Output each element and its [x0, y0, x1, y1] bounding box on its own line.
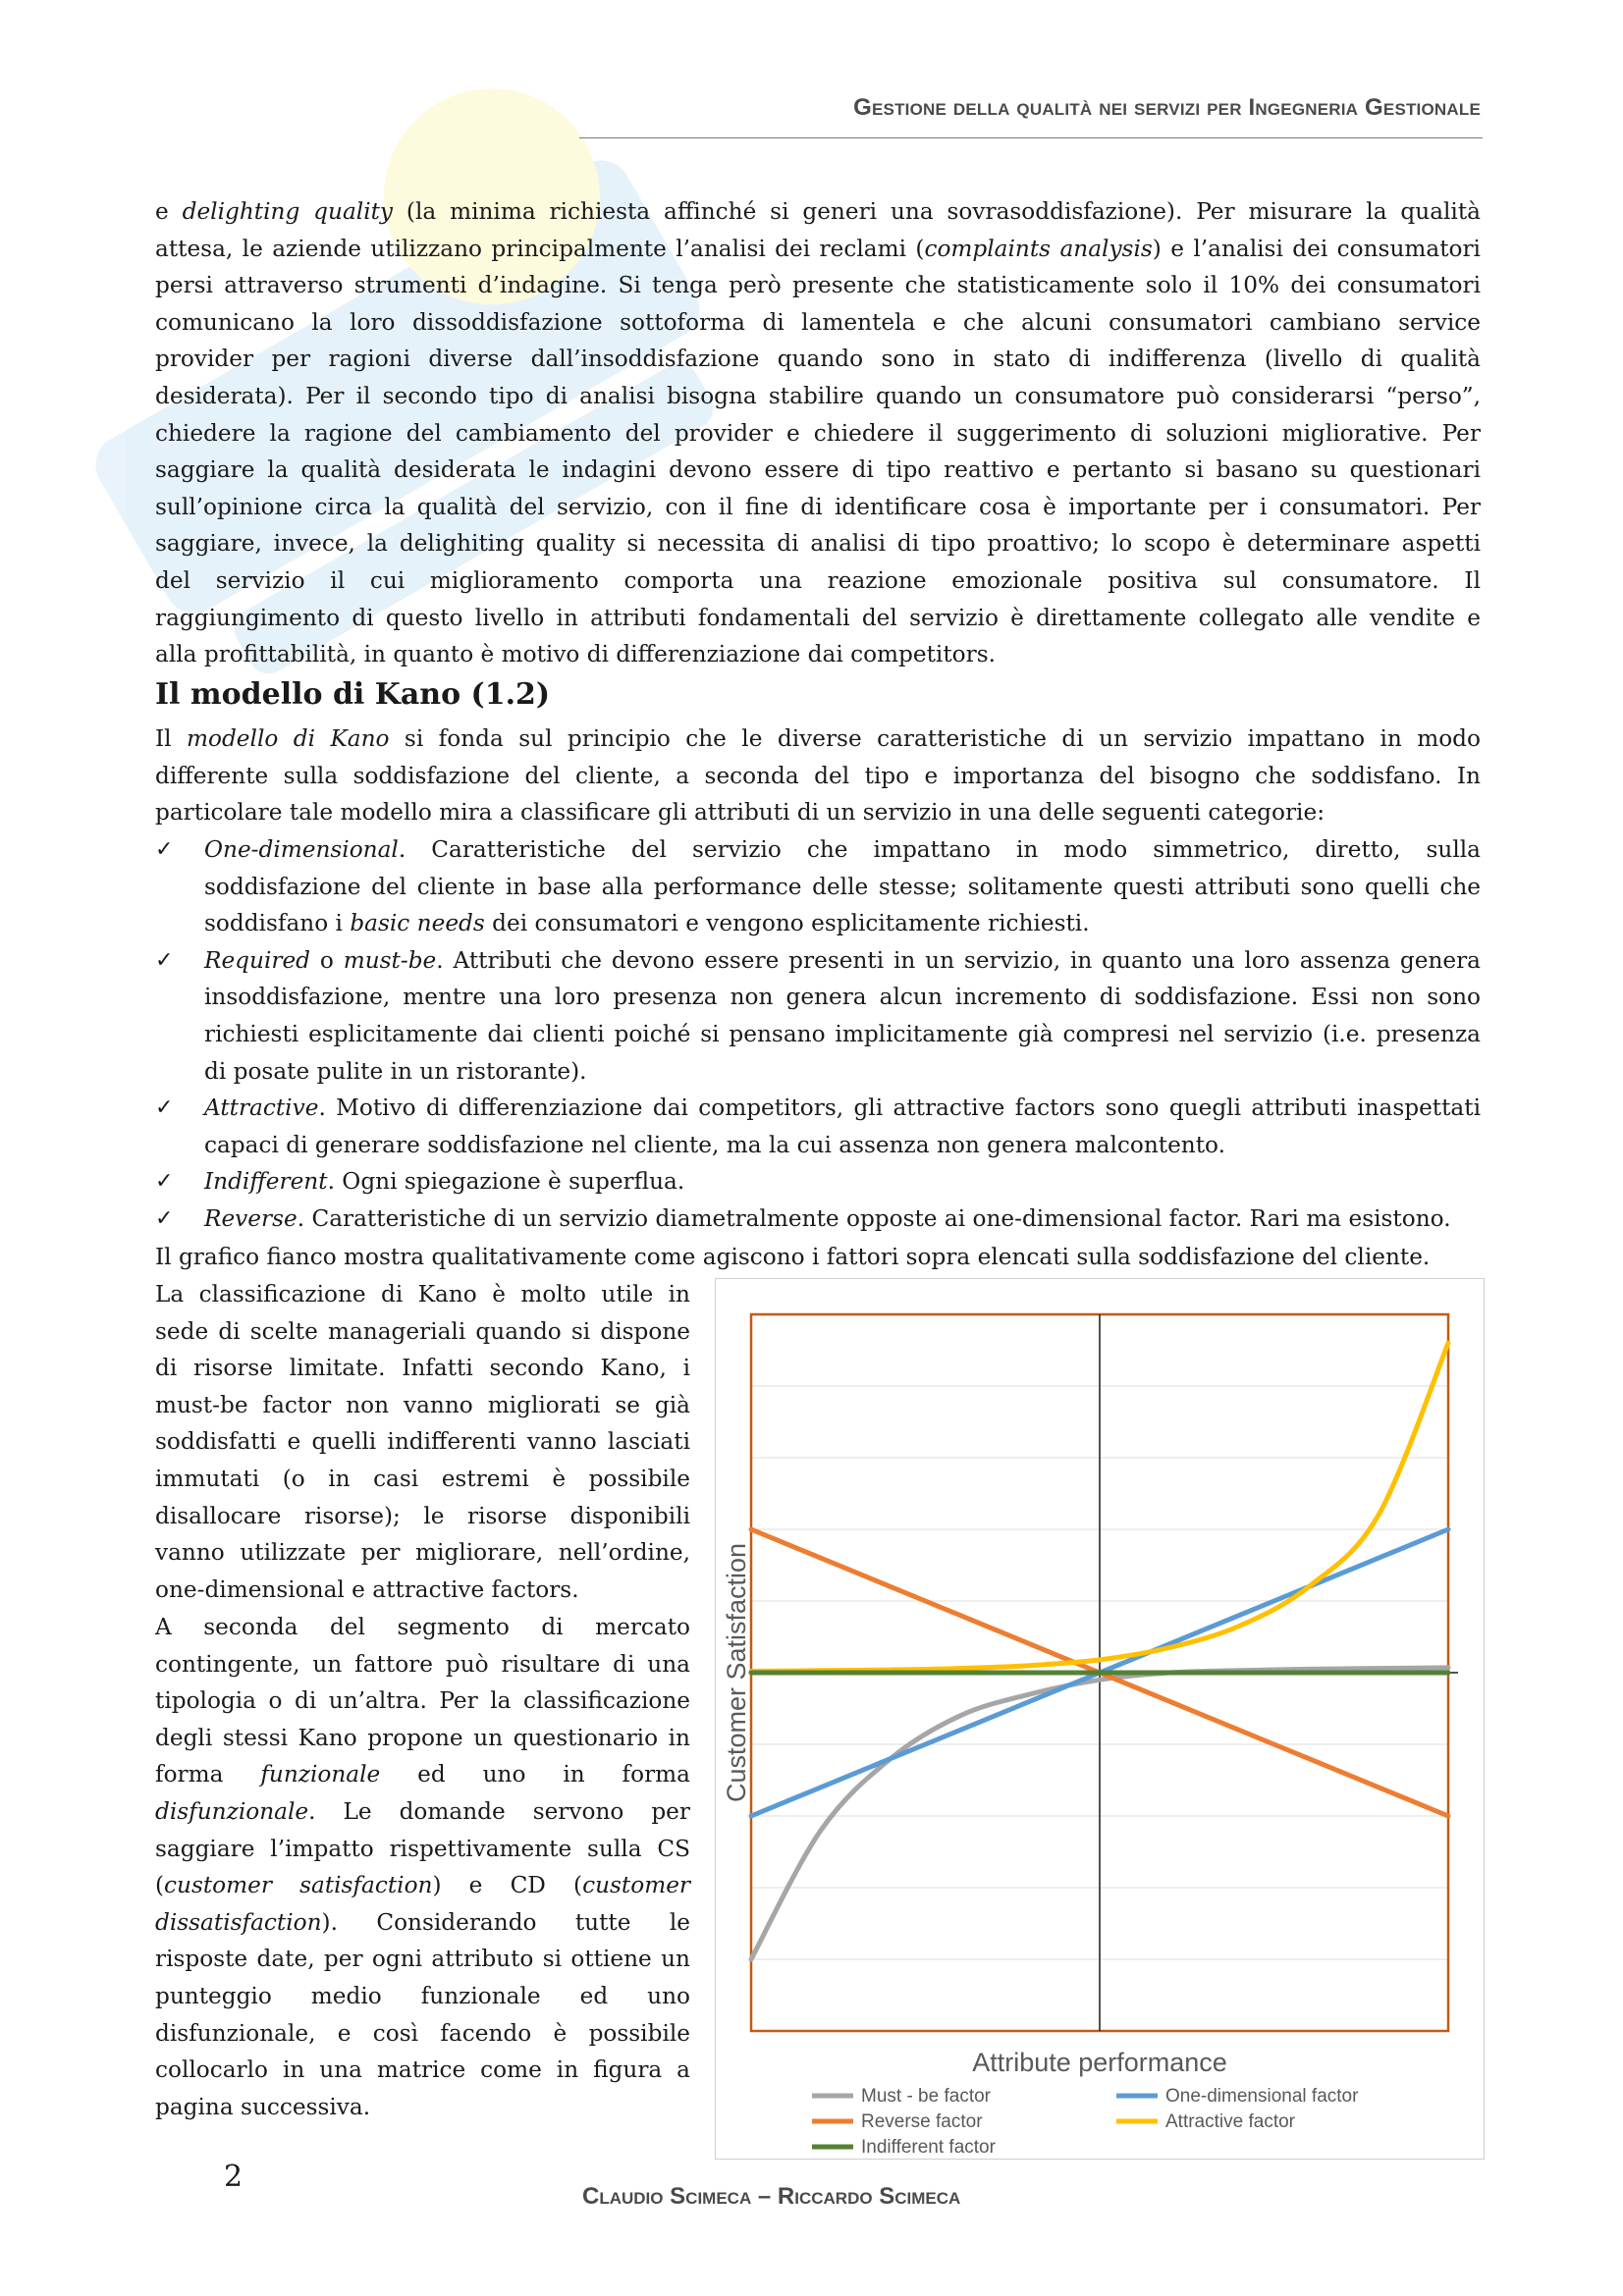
text-run: persi attraverso strumenti d’indagine. Si tenga però presente che statisticamente solo il 10% dei consumatori [155, 272, 1481, 299]
text-run: . Le domande servono per [308, 1797, 690, 1825]
text-line [155, 1793, 690, 1831]
text-run: differente sulla soddisfazione del cliente, a seconda del tipo e importanza del bisogno che soddisfano. In [155, 762, 1481, 789]
text-run: sull’opinione circa la qualità del servizio, con il fine di identificare cosa è importante per i consumatori. Per [155, 493, 1481, 520]
text-run: collocarlo in una matrice come in figura a [155, 2056, 690, 2084]
text-line [155, 2052, 690, 2089]
text-run: ed uno in forma [380, 1761, 690, 1789]
legend-label: Indifferent factor [861, 2137, 996, 2158]
list-item-reverse [155, 1201, 1481, 1238]
list-item-one-dimensional [155, 831, 1481, 942]
checkmark-icon: ✓ [155, 1205, 174, 1231]
text-line [155, 1609, 690, 1646]
text-run: chiedere la ragione del cambiamento del provider e chiedere il suggerimento di soluzioni migliorative. Per [155, 419, 1481, 447]
emphasis-text: basic needs [350, 910, 485, 937]
kano-chart [716, 1279, 1484, 2159]
text-run: ) e CD ( [432, 1872, 583, 1899]
text-line [155, 1646, 690, 1683]
checkmark-icon: ✓ [155, 1095, 174, 1121]
text-line [155, 1498, 690, 1535]
text-run: . Ogni spiegazione è superflua. [327, 1168, 685, 1196]
text-line [155, 1534, 690, 1572]
text-run: degli stessi Kano propone un questionario in [155, 1724, 690, 1751]
text-run: A seconda del segmento di mercato [155, 1614, 690, 1640]
text-line [155, 758, 1481, 795]
emphasis-text: Attractive [204, 1095, 319, 1122]
list-item-required [155, 942, 1481, 1090]
checkmark-icon: ✓ [155, 837, 174, 862]
emphasis-text: Indifferent [204, 1168, 328, 1196]
text-line [155, 636, 1481, 673]
y-axis-title: Customer Satisfaction [722, 1542, 751, 1803]
text-line [155, 2015, 690, 2053]
text-run: e [155, 198, 183, 225]
text-run: attesa, le aziende utilizzano principalmente l’analisi dei reclami ( [155, 235, 925, 262]
text-run: punteggio medio funzionale ed uno [155, 1982, 690, 2009]
text-run: immutati (o in casi estremi è possibile [155, 1465, 690, 1492]
text-run: desiderata). Per il secondo tipo di analisi bisogna stabilire quando un consumatore può considerarsi “perso”, [155, 382, 1481, 409]
text-line [155, 231, 1481, 268]
header-rule [579, 137, 1483, 138]
text-run: saggiare l’impatto rispettivamente sulla CS [155, 1835, 690, 1862]
text-line [204, 1016, 1481, 1053]
text-line [204, 1090, 1481, 1127]
text-run: comunicano la loro dissoddisfazione sottoforma di lamentela e che alcuni consumatori cambiano service [155, 308, 1481, 336]
running-header: Gestione della qualità nei servizi per Ingegneria Gestionale [853, 94, 1481, 121]
text-run: vanno utilizzate per migliorare, nell’ordine, [155, 1539, 690, 1567]
text-line [155, 1904, 690, 1942]
text-run: risposte date, per ogni attributo si ottiene un [155, 1946, 690, 1973]
text-line [155, 1572, 690, 1609]
text-line [204, 979, 1481, 1016]
text-line [155, 341, 1481, 378]
text-run: contingente, un fattore può risultare di una [155, 1650, 690, 1678]
emphasis-text: must-be [343, 946, 437, 974]
list-item-indifferent [155, 1163, 1481, 1201]
text-line [204, 1201, 1481, 1238]
section-heading-kano: Il modello di Kano (1.2) [155, 677, 551, 712]
text-run: forma [155, 1761, 261, 1789]
legend-label: Must - be factor [861, 2086, 991, 2107]
text-run: . Caratteristiche di un servizio diametralmente opposte ai one-dimensional factor. Rari ma esistono. [297, 1204, 1451, 1232]
text-run: . Caratteristiche del servizio che impattano in modo simmetrico, diretto, sulla [398, 836, 1481, 863]
text-run: alla profittabilità, in quanto è motivo di differenziazione dai competitors. [155, 641, 996, 668]
legend-label: One-dimensional factor [1165, 2086, 1359, 2107]
text-line [155, 415, 1481, 453]
text-run: sede di scelte manageriali quando si dispone [155, 1317, 690, 1345]
text-run: di risorse limitate. Infatti secondo Kano, i [155, 1355, 690, 1382]
paragraph-chart-intro [155, 1239, 1481, 1276]
text-run: capaci di generare soddisfazione nel cliente, ma la cui assenza non genera malcontento. [204, 1131, 1225, 1158]
text-run: insoddisfazione, mentre una loro presenza non genera alcun incremento di soddisfazione. Essi non sono [204, 984, 1481, 1011]
list-item-attractive [155, 1090, 1481, 1163]
text-run: ) e l’analisi dei consumatori [1152, 235, 1481, 262]
text-line [155, 1313, 690, 1351]
text-run: dei consumatori e vengono esplicitamente richiesti. [484, 910, 1090, 937]
emphasis-text: Reverse [204, 1204, 298, 1232]
emphasis-text: complaints analysis [924, 235, 1153, 262]
text-run: soddisfazione del cliente in base alla performance delle stesse; solitamente questi attributi sono quelli che [204, 873, 1481, 900]
text-line [155, 1387, 690, 1424]
bullet-text [204, 1201, 1481, 1238]
text-run: richiesti esplicitamente dai clienti poiché si pensano implicitamente già compresi nel servizio (i.e. presenza [204, 1020, 1481, 1047]
emphasis-text: modello di Kano [187, 725, 390, 752]
emphasis-text: dissatisfaction [155, 1908, 322, 1936]
text-run: del servizio il cui miglioramento comporta una reazione emozionale positiva sul consumatore. Il [155, 566, 1481, 594]
text-line [155, 1682, 690, 1720]
bullet-text [204, 942, 1481, 1090]
text-line [155, 193, 1481, 231]
text-line [204, 942, 1481, 980]
text-line [155, 721, 1481, 758]
text-run: ( [155, 1872, 165, 1899]
text-line [204, 1127, 1481, 1164]
text-line [204, 831, 1481, 869]
text-run: o [310, 946, 344, 974]
text-line [155, 489, 1481, 526]
text-line [204, 1163, 1481, 1201]
text-run: soddisfatti e quelli indifferenti vanno lasciati [155, 1428, 690, 1456]
emphasis-text: funzionale [260, 1761, 381, 1789]
paragraph-quality-measurement [155, 193, 1481, 673]
text-line [155, 378, 1481, 415]
text-run: . Motivo di differenziazione dai competitors, gli attractive factors sono quegli attributi inaspettati [318, 1095, 1481, 1122]
text-line [155, 2089, 690, 2126]
text-run: ). Considerando tutte le [321, 1908, 690, 1936]
text-run: di posate pulite in un ristorante). [204, 1057, 587, 1085]
text-run: si fonda sul principio che le diverse caratteristiche di un servizio impattano in modo [389, 725, 1481, 752]
text-run: . Attributi che devono essere presenti in un servizio, in quanto una loro assenza genera [436, 946, 1482, 974]
bullet-text [204, 1090, 1481, 1163]
text-line [155, 1941, 690, 1978]
checkmark-icon: ✓ [155, 1169, 174, 1195]
text-line [155, 1978, 690, 2015]
text-line [155, 1423, 690, 1461]
text-run: pagina successiva. [155, 2093, 371, 2120]
text-line [155, 1867, 690, 1904]
text-line [155, 1756, 690, 1793]
emphasis-text: One-dimensional [204, 836, 399, 863]
emphasis-text: customer satisfaction [164, 1872, 433, 1899]
text-line [155, 1276, 690, 1313]
text-line [155, 1461, 690, 1498]
text-line [155, 304, 1481, 342]
x-axis-title: Attribute performance [972, 2048, 1227, 2077]
checkmark-icon: ✓ [155, 947, 174, 973]
text-run: disallocare risorse); le risorse disponibili [155, 1502, 690, 1529]
text-line [155, 452, 1481, 489]
legend-label: Reverse factor [861, 2111, 983, 2132]
text-line [155, 267, 1481, 304]
text-run: provider per ragioni diverse dall’insoddisfazione quando sono in stato di indifferenza (livello di qualità [155, 346, 1481, 373]
text-line [155, 525, 1481, 562]
text-run: saggiare la qualità desiderata le indagini devono essere di tipo reattivo e pertanto si basano su questionari [155, 456, 1481, 484]
emphasis-text: Required [204, 946, 311, 974]
page-number: 2 [224, 2160, 243, 2194]
paragraph-kano-intro [155, 721, 1481, 831]
text-line [204, 1053, 1481, 1091]
emphasis-text: delighting quality [182, 198, 394, 225]
text-run: (la minima richiesta affinché si generi una sovrasoddisfazione). Per misurare la qualità [393, 198, 1481, 225]
text-line [155, 600, 1481, 637]
text-line [155, 1831, 690, 1868]
text-run: one-dimensional e attractive factors. [155, 1575, 579, 1603]
text-run: raggiungimento di questo livello in attributi fondamentali del servizio è direttamente collegato alle vendite e [155, 604, 1481, 631]
emphasis-text: disfunzionale [155, 1797, 309, 1825]
text-run: Il [155, 725, 188, 752]
text-line [155, 1350, 690, 1387]
text-line [155, 794, 1481, 831]
paragraph-kano-questionnaire [155, 1609, 690, 2125]
text-run: disfunzionale, e così facendo è possibile [155, 2019, 690, 2047]
text-line [155, 1239, 1481, 1276]
emphasis-text: customer [582, 1872, 691, 1899]
text-line [204, 905, 1481, 942]
text-run: must-be factor non vanno migliorati se già [155, 1391, 690, 1418]
text-run: soddisfano i [204, 910, 351, 937]
text-run: saggiare, invece, la delighiting quality si necessita di analisi di tipo proattivo; lo scopo è determinare aspetti [155, 530, 1481, 558]
text-run: particolare tale modello mira a classificare gli attributi di un servizio in una delle seguenti categorie: [155, 799, 1325, 827]
running-footer: Claudio Scimeca – Riccardo Scimeca [582, 2183, 961, 2210]
text-run: La classificazione di Kano è molto utile in [155, 1281, 690, 1308]
text-line [155, 1720, 690, 1757]
paragraph-kano-usefulness [155, 1276, 690, 1608]
bullet-text [204, 831, 1481, 942]
legend-label: Attractive factor [1165, 2111, 1295, 2132]
kano-categories-list [155, 831, 1481, 1238]
kano-chart-figure [715, 1278, 1485, 2160]
text-run: Il grafico fianco mostra qualitativamente come agiscono i fattori sopra elencati sulla soddisfazione del cliente. [155, 1244, 1431, 1270]
bullet-text [204, 1163, 1481, 1201]
text-line [204, 869, 1481, 906]
text-line [155, 562, 1481, 600]
text-run: tipologia o di un’altra. Per la classificazione [155, 1687, 690, 1715]
